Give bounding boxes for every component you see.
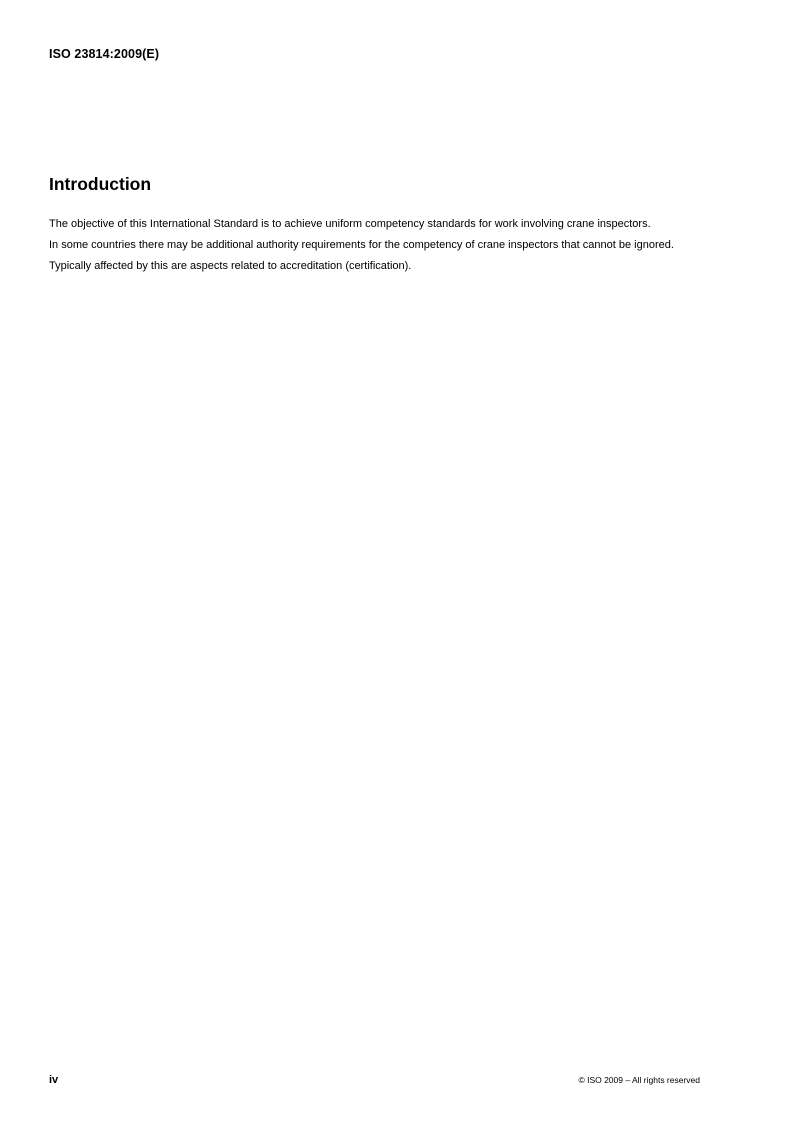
- section-title: Introduction: [49, 174, 152, 194]
- introduction-body: [49, 218, 701, 281]
- document-identifier: ISO 23814:2009(E): [49, 47, 160, 61]
- copyright-notice: © ISO 2009 – All rights reserved: [578, 1075, 700, 1085]
- paragraph-accreditation: Typically affected by this are aspects related to accreditation (certification).: [49, 260, 412, 272]
- paragraph-authority-requirements: In some countries there may be additional authority requirements for the competency of crane inspectors that cannot be ignored.: [49, 239, 674, 251]
- page-number: iv: [49, 1074, 59, 1086]
- paragraph-objective: The objective of this International Standard is to achieve uniform competency standards for work involving crane inspectors.: [49, 218, 651, 230]
